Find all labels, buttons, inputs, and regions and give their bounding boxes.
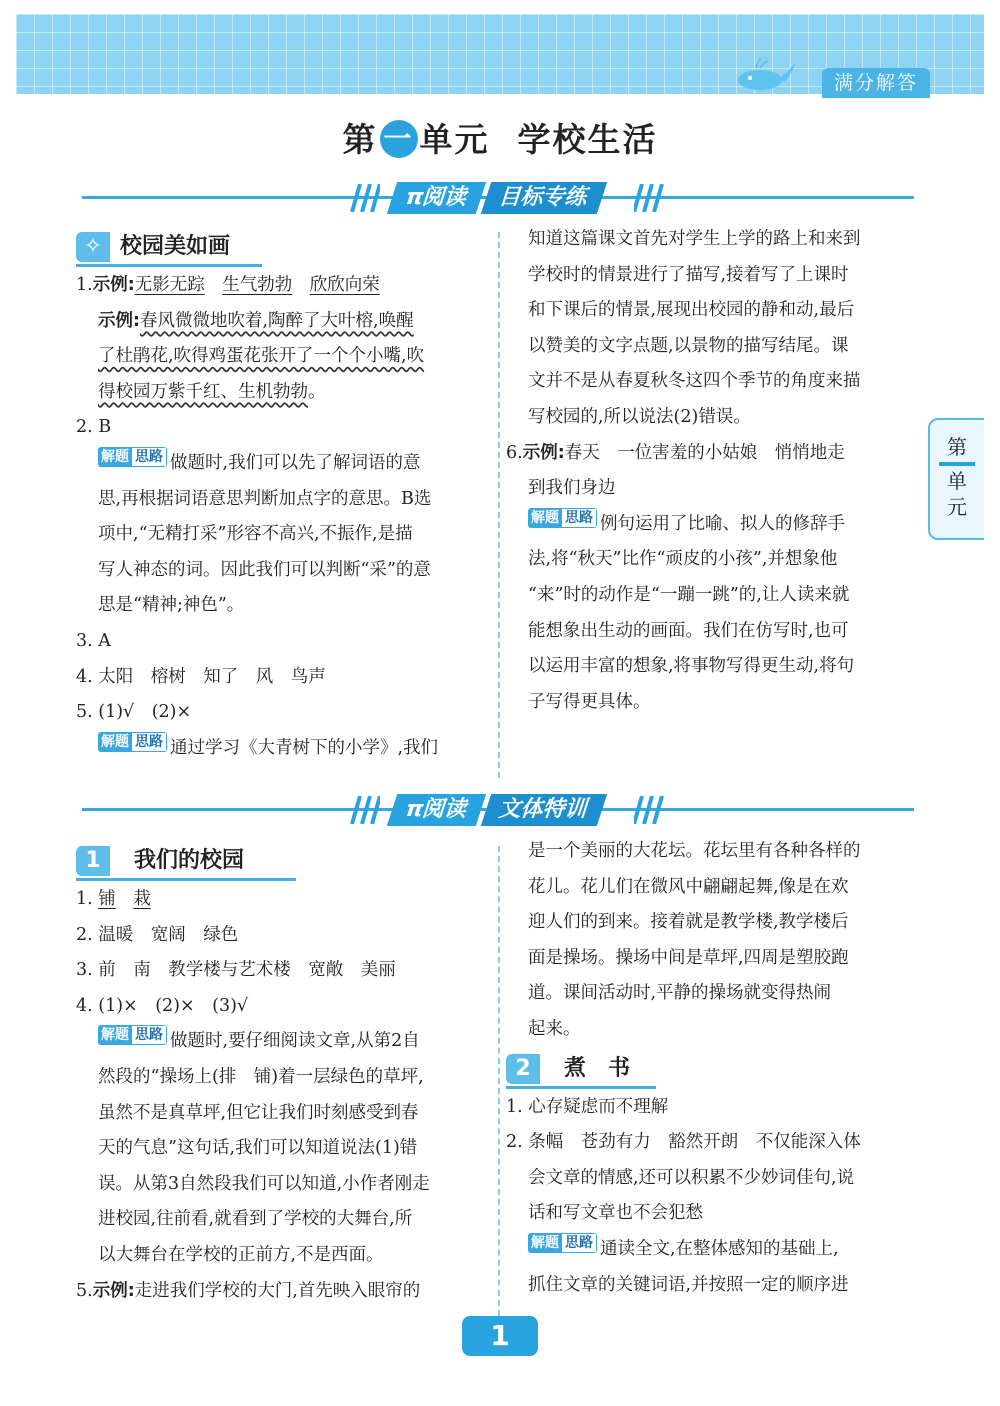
q1-line4: 得校园万紫千红、生机勃勃。 (98, 381, 326, 402)
q2-analysis-line5: 思是“精神;神色”。 (98, 595, 245, 616)
q4-answer: 4. 太阳 榕树 知了 风 鸟声 (76, 666, 326, 687)
sidetab-bar (939, 462, 975, 466)
q6-analysis-line2: 法,将“秋天”比作“顽皮的小孩”,并想象他 (528, 549, 838, 570)
page-number: 1 (462, 1316, 538, 1356)
q2-answer: 2. B (76, 417, 112, 438)
q3-answer: 3. A (76, 630, 111, 651)
q5-analysis-line1: 解题 思路 通过学习《大青树下的小学》,我们 (76, 731, 490, 767)
column-divider (498, 846, 500, 1316)
column-divider (498, 232, 500, 778)
q2-analysis-line4: 写人神态的词。因此我们可以判断“采”的意 (98, 559, 431, 580)
q1-line1: 1.示例:无影无踪 生气勃勃 欣欣向荣 (76, 275, 380, 295)
unit-side-tab (928, 418, 984, 540)
s2-q5-line3: 花儿。花儿们在微风中翩翩起舞,像是在欢 (528, 876, 849, 897)
section2-left-column (76, 842, 490, 1309)
analysis-tag: 解题 思路 (98, 447, 167, 467)
q6-analysis-line5: 以运用丰富的想象,将事物写得更生动,将句 (528, 656, 855, 677)
section3-number: 2 (506, 1054, 540, 1084)
brand-label: 满分解答 (822, 68, 930, 98)
banner1-label-b: 目标专练 (480, 182, 606, 214)
q2-analysis-line1: 解题 思路 做题时,我们可以先了解词语的意 (76, 446, 490, 482)
s3-q2-line3: 话和写文章也不会犯愁 (528, 1203, 703, 1224)
sidetab-char-1: 第 (947, 435, 967, 459)
section-banner-1 (82, 178, 914, 218)
q5-analysis-line6: 文并不是从春夏秋冬这四个季节的角度来描 (528, 371, 861, 392)
q6-line2: 到我们身边 (528, 478, 616, 499)
section2-title: 我们的校园 (134, 848, 245, 873)
s2-q4-analysis-line2: 然段的“操场上(排 铺)着一层绿色的草坪, (98, 1066, 424, 1087)
q5-analysis-line4: 和下课后的情景,展现出校园的静和动,最后 (528, 300, 855, 321)
s3-q2-analysis-line2: 抓住文章的关键词语,并按照一定的顺序进 (528, 1274, 849, 1295)
section1-heading (76, 228, 490, 268)
s2-q5-line7: 起来。 (528, 1018, 581, 1039)
q6-analysis-line4: 能想象出生动的画面。我们在仿写时,也可 (528, 620, 849, 641)
s2-q3: 3. 前 南 教学楼与艺术楼 宽敞 美丽 (76, 960, 396, 981)
s2-q5-line6: 道。课间活动时,平静的操场就变得热闹 (528, 983, 832, 1004)
section2-right-column (506, 834, 924, 1303)
s2-q4-analysis-line3: 虽然不是真草坪,但它让我们时刻感受到春 (98, 1102, 419, 1123)
section3-title: 煮 书 (564, 1055, 631, 1081)
s3-q2-line2: 会文章的情感,还可以积累不少妙词佳句,说 (528, 1167, 855, 1188)
s2-q5-line2: 是一个美丽的大花坛。花坛里有各种各样的 (528, 841, 861, 861)
unit-name: 学校生活 (517, 120, 658, 159)
unit-number: 一 (380, 120, 418, 158)
whale-icon (730, 58, 800, 92)
unit-prefix: 第 (342, 120, 378, 159)
stripes-icon (634, 796, 670, 824)
q2-analysis-line3: 项中,“无精打采”形容不高兴,不振作,是描 (98, 524, 413, 545)
banner2-label-b: 文体特训 (480, 794, 606, 826)
s3-q1: 1. 心存疑虑而不理解 (506, 1096, 669, 1117)
s2-q4-analysis-line5: 误。从第3自然段我们可以知道,小作者刚走 (98, 1173, 430, 1194)
q1-line2: 示例:春风微微地吹着,陶醉了大叶榕,唤醒 (98, 310, 414, 331)
stripes-icon (634, 184, 670, 212)
s3-q2-analysis-line1: 解题 思路 通读全文,在整体感知的基础上, (506, 1232, 924, 1268)
analysis-tag: 解题 思路 (528, 508, 597, 528)
q6-line1: 6.示例:春天 一位害羞的小姑娘 悄悄地走 (506, 442, 845, 463)
q2-analysis-line2: 思,再根据词语意思判断加点字的意思。B选 (98, 488, 432, 509)
s2-q4: 4. (1)× (2)× (3)√ (76, 995, 249, 1016)
q5-analysis-line7: 写校园的,所以说法(2)错误。 (528, 406, 751, 427)
s2-q2: 2. 温暖 宽阔 绿色 (76, 924, 239, 945)
q5-analysis-line2: 知道这篇课文首先对学生上学的路上和来到 (528, 229, 861, 249)
section2-number: 1 (76, 846, 110, 876)
sidetab-char-3: 单 (947, 469, 967, 493)
section1-right-column (506, 222, 924, 720)
section3-heading (506, 1050, 924, 1090)
section2-heading (76, 842, 490, 882)
s2-q5-line4: 迎人们的到来。接着就是教学楼,教学楼后 (528, 912, 849, 933)
s2-q4-analysis-line1: 解题 思路 做题时,要仔细阅读文章,从第2自 (76, 1024, 490, 1060)
banner1-label-a: π阅读 (387, 182, 487, 214)
q5-analysis-line3: 学校时的情景进行了描写,接着写了上课时 (528, 264, 849, 285)
unit-suffix: 单元 (419, 120, 490, 159)
analysis-tag: 解题 思路 (98, 732, 167, 752)
q6-analysis-line3: “来”时的动作是“一蹦一跳”的,让人读来就 (528, 584, 850, 605)
s2-q5-line5: 面是操场。操场中间是草坪,四周是塑胶跑 (528, 947, 849, 968)
q1-line3: 了杜鹃花,吹得鸡蛋花张开了一个个小嘴,吹 (98, 346, 425, 367)
s2-q4-analysis-line6: 进校园,往前看,就看到了学校的大舞台,所 (98, 1209, 413, 1230)
s3-q2-line1: 2. 条幅 苍劲有力 豁然开朗 不仅能深入体 (506, 1132, 861, 1153)
sidetab-char-4: 元 (947, 495, 967, 519)
sparkle-icon: ✧ (76, 232, 110, 262)
analysis-tag: 解题 思路 (98, 1025, 167, 1045)
section1-title: 校园美如画 (120, 234, 231, 259)
q6-analysis-line6: 子写得更具体。 (528, 691, 651, 712)
q5-analysis-line5: 以赞美的文字点题,以景物的描写结尾。课 (528, 335, 849, 356)
unit-title (0, 114, 1000, 161)
s2-q4-analysis-line4: 天的气息”这句话,我们可以知道说法(1)错 (98, 1138, 418, 1159)
banner2-label-a: π阅读 (387, 794, 487, 826)
section-banner-2 (82, 790, 914, 830)
s2-q1: 1. 铺 栽 (76, 889, 151, 909)
q6-analysis-line1: 解题 思路 例句运用了比喻、拟人的修辞手 (506, 507, 924, 543)
q5-answer: 5. (1)√ (2)× (76, 702, 192, 723)
s2-q4-analysis-line7: 以大舞台在学校的正前方,不是西面。 (98, 1244, 384, 1265)
analysis-tag: 解题 思路 (528, 1233, 597, 1253)
section1-left-column (76, 228, 490, 766)
s2-q5-line1: 5.示例:走进我们学校的大门,首先映入眼帘的 (76, 1280, 421, 1301)
